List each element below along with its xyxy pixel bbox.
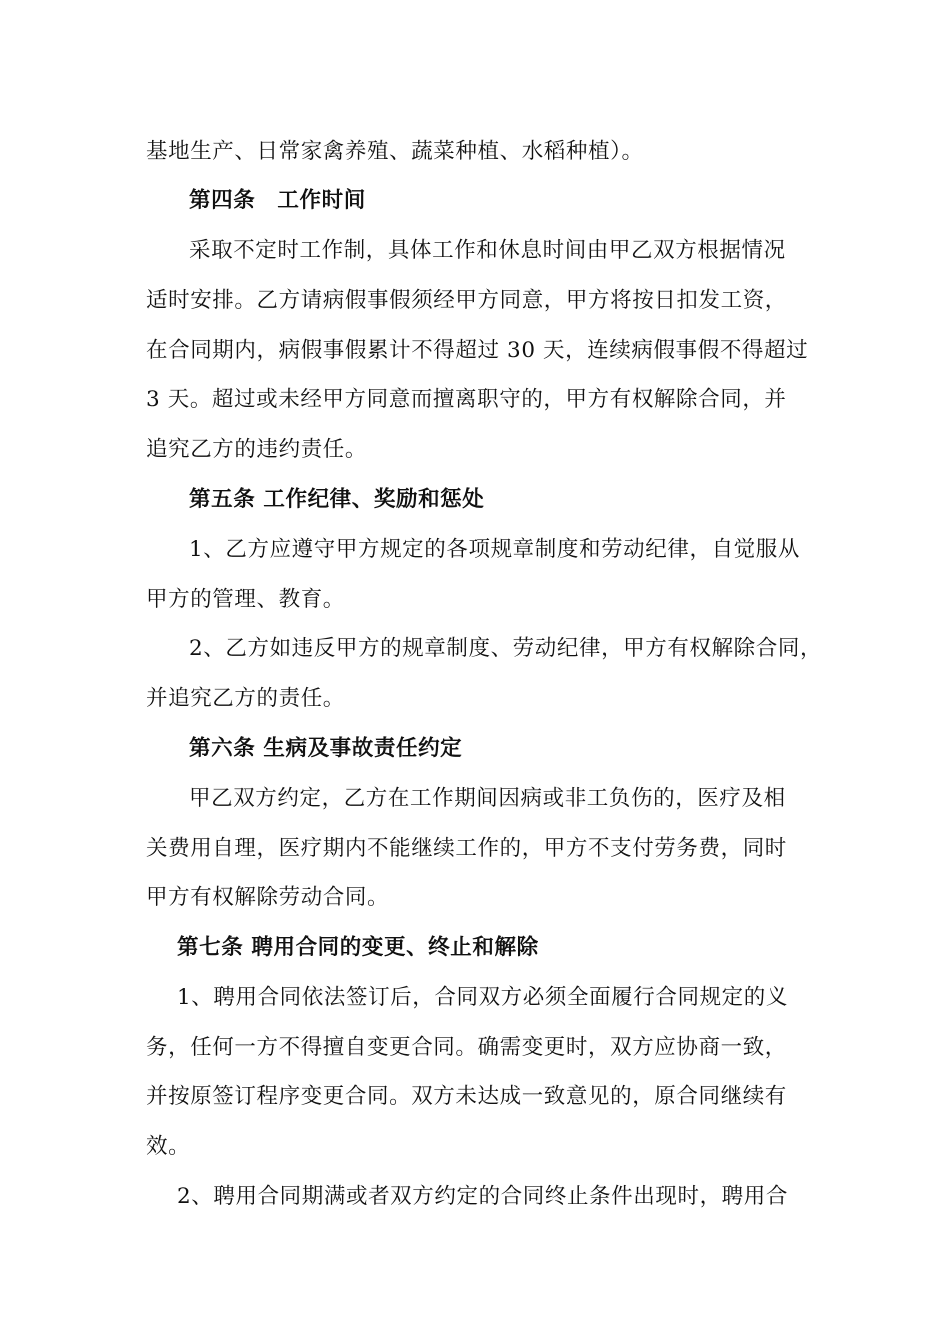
article-7-heading: 第七条 聘用合同的变更、终止和解除 bbox=[177, 935, 539, 960]
article-6-heading: 第六条 生病及事故责任约定 bbox=[189, 736, 463, 761]
body-text-line: 务，任何一方不得擅自变更合同。确需变更时，双方应协商一致， bbox=[146, 1035, 787, 1060]
body-text-line: 2、乙方如违反甲方的规章制度、劳动纪律，甲方有权解除合同， bbox=[189, 636, 823, 661]
body-text-line: 甲方有权解除劳动合同。 bbox=[146, 885, 390, 910]
body-text-line: 适时安排。乙方请病假事假须经甲方同意，甲方将按日扣发工资， bbox=[146, 288, 787, 313]
body-text-line: 在合同期内，病假事假累计不得超过 30 天，连续病假事假不得超过 bbox=[146, 338, 809, 363]
body-text-line: 追究乙方的违约责任。 bbox=[146, 437, 368, 462]
body-text-line: 并按原签订程序变更合同。双方未达成一致意见的，原合同继续有 bbox=[146, 1084, 787, 1109]
article-5-heading: 第五条 工作纪律、奖励和惩处 bbox=[189, 487, 485, 512]
body-text-line: 甲方的管理、教育。 bbox=[146, 587, 345, 612]
body-text-line: 关费用自理，医疗期内不能继续工作的，甲方不支付劳务费，同时 bbox=[146, 836, 787, 861]
body-text-line: 并追究乙方的责任。 bbox=[146, 686, 345, 711]
body-text-line: 甲乙双方约定，乙方在工作期间因病或非工负伤的，医疗及相 bbox=[189, 786, 786, 811]
body-text-line: 1、聘用合同依法签订后，合同双方必须全面履行合同规定的义 bbox=[177, 985, 788, 1010]
body-text-line: 3 天。超过或未经甲方同意而擅离职守的，甲方有权解除合同，并 bbox=[146, 387, 787, 412]
body-text-line: 2、聘用合同期满或者双方约定的合同终止条件出现时，聘用合 bbox=[177, 1184, 788, 1209]
article-4-heading: 第四条 工作时间 bbox=[189, 188, 366, 213]
body-text-line: 采取不定时工作制，具体工作和休息时间由甲乙双方根据情况 bbox=[189, 238, 786, 263]
body-text-line: 基地生产、日常家禽养殖、蔬菜种植、水稻种植）。 bbox=[146, 139, 644, 164]
body-text-line: 1、乙方应遵守甲方规定的各项规章制度和劳动纪律，自觉服从 bbox=[189, 537, 800, 562]
body-text-line: 效。 bbox=[146, 1134, 191, 1159]
